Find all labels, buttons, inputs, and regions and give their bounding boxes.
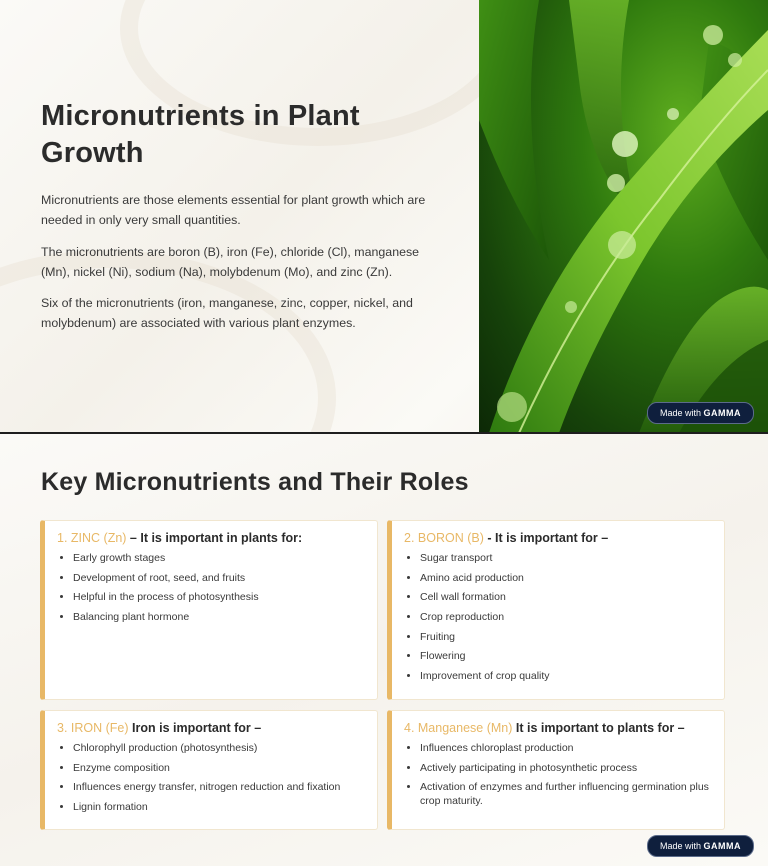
card-heading-text: It is important to plants for – bbox=[512, 721, 685, 735]
card-heading-text: Iron is important for – bbox=[128, 721, 262, 735]
gamma-logo: GAMMA bbox=[703, 408, 742, 418]
list-item: • Development of root, seed, and fruits bbox=[73, 571, 367, 585]
list-item: • Chlorophyll production (photosynthesis) bbox=[73, 741, 367, 755]
slide-title: Key Micronutrients and Their Roles bbox=[41, 468, 469, 496]
card-heading bbox=[57, 531, 367, 545]
card-accent: 3. IRON (Fe) bbox=[57, 721, 129, 735]
card-manganese bbox=[387, 710, 725, 830]
card-heading bbox=[404, 721, 714, 735]
list-item: • Influences chloroplast production bbox=[420, 741, 714, 755]
list-item: • Enzyme composition bbox=[73, 761, 367, 775]
list-item: • Balancing plant hormone bbox=[73, 610, 367, 624]
leaf-illustration bbox=[479, 0, 768, 433]
made-with-gamma-badge[interactable] bbox=[647, 835, 754, 857]
badge-prefix: Made with bbox=[660, 841, 702, 851]
list-item: • Lignin formation bbox=[73, 800, 367, 814]
card-heading bbox=[57, 721, 367, 735]
bullet-list bbox=[404, 741, 714, 808]
card-heading-text: – It is important in plants for: bbox=[126, 531, 303, 545]
card-heading bbox=[404, 531, 714, 545]
list-item: • Amino acid production bbox=[420, 571, 714, 585]
list-item: • Sugar transport bbox=[420, 551, 714, 565]
list-item: • Helpful in the process of photosynthesis bbox=[73, 590, 367, 604]
list-item: • Cell wall formation bbox=[420, 590, 714, 604]
bullet-list bbox=[57, 551, 367, 624]
paragraph: The micronutrients are boron (B), iron (Fe), chloride (Cl), manganese (Mn), nickel (Ni), sodium (Na), molybdenum (Mo), and zinc (Zn). bbox=[41, 245, 420, 279]
leaf-photo bbox=[479, 0, 768, 433]
card-accent: 2. BORON (B) bbox=[404, 531, 484, 545]
list-item: • Early growth stages bbox=[73, 551, 367, 565]
paragraph: Six of the micronutrients (iron, manganese, zinc, copper, nickel, and molybdenum) are associated with various plant enzymes. bbox=[41, 296, 413, 330]
list-item: • Improvement of crop quality bbox=[420, 669, 714, 683]
card-iron bbox=[40, 710, 378, 830]
card-heading-text: - It is important for – bbox=[483, 531, 609, 545]
list-item: • Fruiting bbox=[420, 630, 714, 644]
list-item: • Crop reproduction bbox=[420, 610, 714, 624]
gamma-logo: GAMMA bbox=[703, 841, 742, 851]
bullet-list bbox=[404, 551, 714, 683]
card-zinc bbox=[40, 520, 378, 700]
made-with-gamma-badge[interactable] bbox=[647, 402, 754, 424]
list-item: • Activation of enzymes and further influencing germination plus crop maturity. bbox=[420, 780, 714, 808]
paragraph: Micronutrients are those elements essential for plant growth which are needed in only very small quantities. bbox=[41, 193, 426, 227]
list-item: • Influences energy transfer, nitrogen reduction and fixation bbox=[73, 780, 367, 794]
list-item: • Actively participating in photosynthetic process bbox=[420, 761, 714, 775]
slide-title: Micronutrients in Plant Growth bbox=[41, 100, 360, 169]
badge-prefix: Made with bbox=[660, 408, 702, 418]
card-boron bbox=[387, 520, 725, 700]
card-accent: 4. Manganese (Mn) bbox=[404, 721, 513, 735]
bullet-list bbox=[57, 741, 367, 814]
list-item: • Flowering bbox=[420, 649, 714, 663]
card-accent: 1. ZINC (Zn) bbox=[57, 531, 127, 545]
